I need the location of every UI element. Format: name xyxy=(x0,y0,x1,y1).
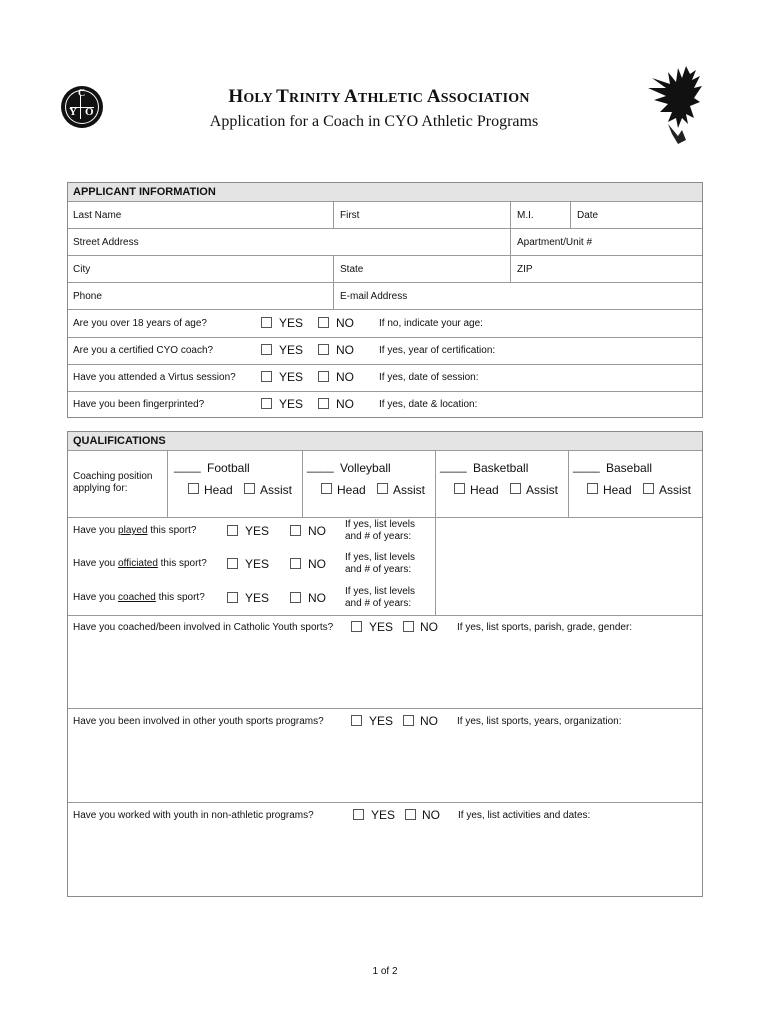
page-number: 1 of 2 xyxy=(372,966,398,977)
last-name-field[interactable]: Last Name xyxy=(73,210,122,221)
question-label: Have you worked with youth in non-athletic programs? xyxy=(73,810,314,821)
no-label: NO xyxy=(308,591,326,605)
sport-name: Baseball xyxy=(606,461,653,475)
assist-label: Assist xyxy=(526,483,559,497)
sport-blank[interactable]: ____ xyxy=(307,459,334,473)
follow-up-label-line2: and # of years: xyxy=(345,598,412,609)
eagle-logo xyxy=(638,62,718,146)
sport-blank[interactable]: ____ xyxy=(573,459,600,473)
yes-label: YES xyxy=(245,591,270,605)
question-label: Are you a certified CYO coach? xyxy=(73,345,214,356)
no-label: NO xyxy=(422,808,440,822)
assist-checkbox[interactable] xyxy=(643,483,654,494)
question-label: Have you coached/been involved in Catholic Youth sports? xyxy=(73,622,334,633)
no-checkbox[interactable] xyxy=(318,344,329,355)
qualifications-section-title: QUALIFICATIONS xyxy=(73,435,166,447)
assist-label: Assist xyxy=(393,483,426,497)
follow-up-label[interactable]: If yes, list levels xyxy=(345,552,416,563)
position-label-line2: applying for: xyxy=(73,483,128,494)
sport-blank[interactable]: ____ xyxy=(174,459,201,473)
head-label: Head xyxy=(603,483,632,497)
logo-letter-c: C xyxy=(78,88,86,99)
yes-checkbox[interactable] xyxy=(261,398,272,409)
middle-initial-field[interactable]: M.I. xyxy=(517,210,534,221)
yes-checkbox[interactable] xyxy=(353,809,364,820)
follow-up-label[interactable]: If no, indicate your age: xyxy=(379,318,483,329)
follow-up-label-line2: and # of years: xyxy=(345,564,412,575)
follow-up-label[interactable]: If yes, list sports, parish, grade, gender: xyxy=(457,622,633,633)
yes-checkbox[interactable] xyxy=(261,371,272,382)
position-label: Coaching position xyxy=(73,471,153,482)
sport-name: Volleyball xyxy=(340,461,391,475)
head-checkbox[interactable] xyxy=(587,483,598,494)
follow-up-label[interactable]: If yes, year of certification: xyxy=(379,345,496,356)
qualifications-section xyxy=(67,431,703,897)
apartment-field[interactable]: Apartment/Unit # xyxy=(517,237,593,248)
no-label: NO xyxy=(336,370,354,384)
yes-label: YES xyxy=(245,557,270,571)
no-label: NO xyxy=(308,557,326,571)
no-checkbox[interactable] xyxy=(290,592,301,603)
yes-label: YES xyxy=(245,524,270,538)
street-address-field[interactable]: Street Address xyxy=(73,237,139,248)
sport-name: Basketball xyxy=(473,461,529,475)
city-field[interactable]: City xyxy=(73,264,91,275)
assist-label: Assist xyxy=(260,483,293,497)
question-label: Have you played this sport? xyxy=(73,525,197,536)
yes-checkbox[interactable] xyxy=(261,344,272,355)
sport-blank[interactable]: ____ xyxy=(440,459,467,473)
applicant-section-title: APPLICANT INFORMATION xyxy=(73,186,216,198)
no-checkbox[interactable] xyxy=(290,525,301,536)
yes-label: YES xyxy=(279,370,304,384)
no-checkbox[interactable] xyxy=(290,558,301,569)
question-label: Have you coached this sport? xyxy=(73,592,205,603)
no-label: NO xyxy=(336,397,354,411)
no-checkbox[interactable] xyxy=(403,621,414,632)
page-title: HOLY TRINITY ATHLETIC ASSOCIATION xyxy=(228,86,530,107)
head-checkbox[interactable] xyxy=(188,483,199,494)
follow-up-label[interactable]: If yes, date & location: xyxy=(379,399,478,410)
yes-checkbox[interactable] xyxy=(261,317,272,328)
follow-up-label[interactable]: If yes, list sports, years, organization: xyxy=(457,716,622,727)
no-checkbox[interactable] xyxy=(405,809,416,820)
question-label: Are you over 18 years of age? xyxy=(73,318,207,329)
no-checkbox[interactable] xyxy=(318,371,329,382)
question-label: Have you attended a Virtus session? xyxy=(73,372,236,383)
follow-up-label[interactable]: If yes, list activities and dates: xyxy=(458,810,591,821)
yes-label: YES xyxy=(369,714,394,728)
yes-checkbox[interactable] xyxy=(351,621,362,632)
yes-label: YES xyxy=(369,620,394,634)
yes-checkbox[interactable] xyxy=(227,558,238,569)
page-subtitle: Application for a Coach in CYO Athletic Programs xyxy=(209,113,539,130)
head-checkbox[interactable] xyxy=(321,483,332,494)
date-field[interactable]: Date xyxy=(577,210,599,221)
question-label: Have you been fingerprinted? xyxy=(73,399,205,410)
assist-label: Assist xyxy=(659,483,692,497)
email-field[interactable]: E-mail Address xyxy=(340,291,408,302)
assist-checkbox[interactable] xyxy=(377,483,388,494)
logo-letter-o: O xyxy=(85,106,94,118)
yes-label: YES xyxy=(279,397,304,411)
head-label: Head xyxy=(204,483,233,497)
phone-field[interactable]: Phone xyxy=(73,291,102,302)
yes-checkbox[interactable] xyxy=(227,592,238,603)
question-label: Have you officiated this sport? xyxy=(73,558,207,569)
no-checkbox[interactable] xyxy=(403,715,414,726)
yes-label: YES xyxy=(279,316,304,330)
yes-label: YES xyxy=(279,343,304,357)
assist-checkbox[interactable] xyxy=(510,483,521,494)
yes-label: YES xyxy=(371,808,396,822)
head-label: Head xyxy=(337,483,366,497)
zip-field[interactable]: ZIP xyxy=(517,264,533,275)
follow-up-label[interactable]: If yes, list levels xyxy=(345,586,416,597)
no-label: NO xyxy=(420,620,438,634)
head-label: Head xyxy=(470,483,499,497)
no-label: NO xyxy=(420,714,438,728)
no-checkbox[interactable] xyxy=(318,317,329,328)
follow-up-label-line2: and # of years: xyxy=(345,531,412,542)
question-label: Have you been involved in other youth sports programs? xyxy=(73,716,324,727)
first-name-field[interactable]: First xyxy=(340,210,360,221)
sport-name: Football xyxy=(207,461,250,475)
assist-checkbox[interactable] xyxy=(244,483,255,494)
no-checkbox[interactable] xyxy=(318,398,329,409)
head-checkbox[interactable] xyxy=(454,483,465,494)
no-label: NO xyxy=(336,343,354,357)
state-field[interactable]: State xyxy=(340,264,364,275)
follow-up-label[interactable]: If yes, list levels xyxy=(345,519,416,530)
logo-letter-y: Y xyxy=(69,106,77,118)
follow-up-label[interactable]: If yes, date of session: xyxy=(379,372,479,383)
no-label: NO xyxy=(308,524,326,538)
yes-checkbox[interactable] xyxy=(227,525,238,536)
no-label: NO xyxy=(336,316,354,330)
yes-checkbox[interactable] xyxy=(351,715,362,726)
